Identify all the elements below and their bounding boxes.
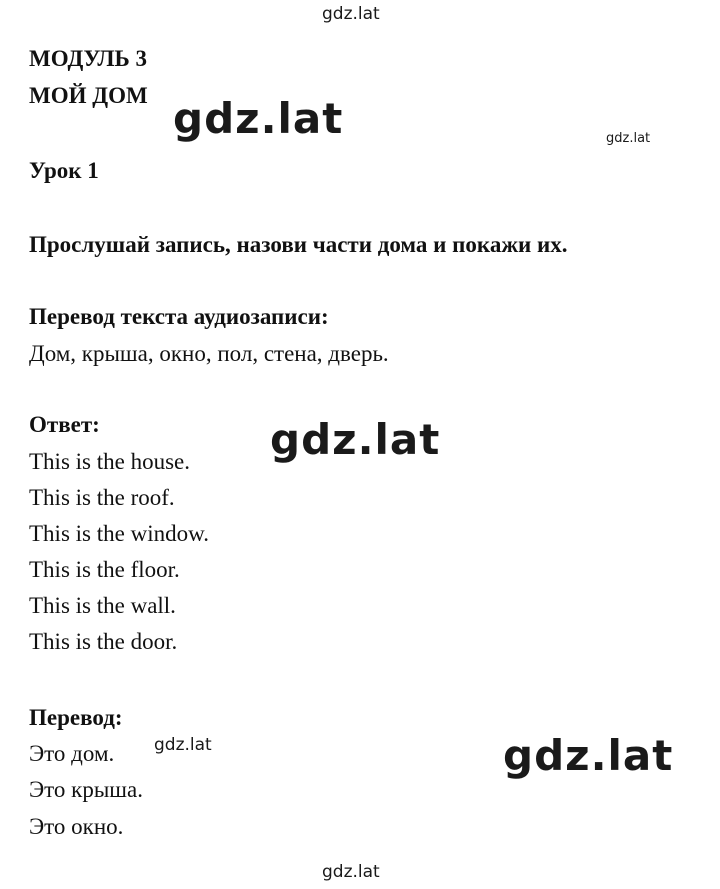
watermark-top: gdz.lat	[322, 4, 380, 24]
watermark-title-small: gdz.lat	[606, 131, 651, 146]
translation-line: Это дом.	[29, 741, 115, 766]
answer-heading: Ответ:	[29, 412, 100, 437]
watermark-translation-small: gdz.lat	[154, 735, 212, 755]
watermark-bottom: gdz.lat	[322, 862, 380, 882]
translation-line: Это крыша.	[29, 777, 143, 802]
task-instruction: Прослушай запись, назови части дома и покажи их.	[29, 232, 568, 257]
answer-line: This is the wall.	[29, 593, 176, 618]
audio-text: Дом, крыша, окно, пол, стена, дверь.	[29, 341, 389, 366]
audio-heading: Перевод текста аудиозаписи:	[29, 304, 329, 329]
module-title: МОЙ ДОМ	[29, 83, 148, 108]
watermark-title-large: gdz.lat	[173, 94, 344, 143]
module-number: МОДУЛЬ 3	[29, 46, 147, 71]
translation-heading: Перевод:	[29, 705, 123, 730]
watermark-translation-large: gdz.lat	[503, 731, 674, 780]
answer-line: This is the roof.	[29, 485, 175, 510]
translation-line: Это окно.	[29, 814, 124, 839]
answer-line: This is the house.	[29, 449, 190, 474]
watermark-answer-large: gdz.lat	[270, 415, 441, 464]
lesson-title: Урок 1	[29, 158, 99, 183]
answer-line: This is the door.	[29, 629, 178, 654]
answer-line: This is the window.	[29, 521, 209, 546]
answer-line: This is the floor.	[29, 557, 180, 582]
